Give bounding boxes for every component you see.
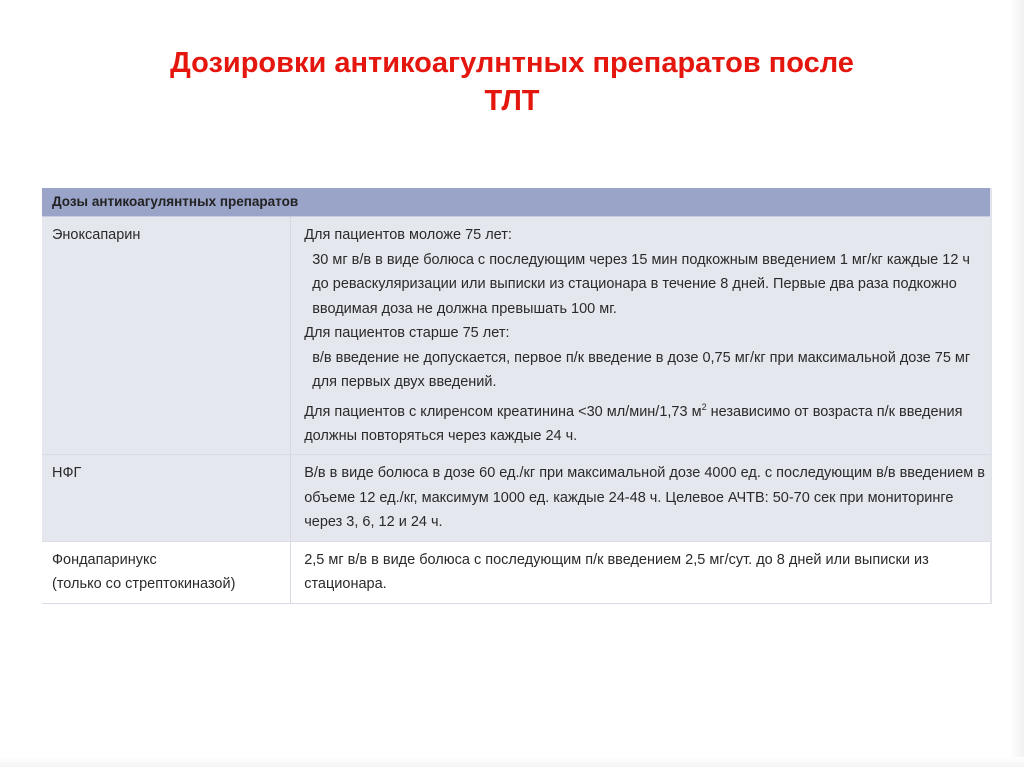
drug-name: НФГ [42, 455, 291, 541]
dosage-description [291, 217, 990, 454]
drug-name: Фондапаринукс [52, 551, 157, 568]
superscript: 2 [701, 401, 707, 412]
table-row-fondaparinux [42, 542, 990, 604]
dosage-description [291, 455, 990, 541]
slide-title-line-1: Дозировки антикоагулнтных препаратов после [170, 47, 854, 79]
table-row-enoxaparin [42, 217, 990, 455]
slide-title-line-2: ТЛТ [484, 85, 540, 117]
slide-edge [1010, 0, 1024, 767]
drug-name-cell [42, 542, 291, 603]
drug-name-note: (только со стрептокиназой) [52, 575, 236, 592]
slide-title [60, 44, 964, 120]
table-row-ufh [42, 455, 990, 542]
slide-edge-bottom [0, 757, 1024, 767]
dosage-text: независимо от возраста п/к введения должны повторяться через каждые 24 ч. [304, 403, 963, 444]
table-header: Дозы антикоагулянтных препаратов [42, 188, 990, 217]
drug-name: Эноксапарин [42, 217, 291, 454]
dosage-paragraph: Для пациентов старше 75 лет: [304, 325, 510, 341]
dosage-paragraph: Для пациентов моложе 75 лет: [304, 227, 512, 243]
dosage-paragraph: в/в введение не допускается, первое п/к введение в дозе 0,75 мг/кг при максимальной дозе 75 мг для первых двух введений. [312, 349, 971, 390]
dosage-table [42, 188, 992, 604]
dosage-paragraph: 2,5 мг в/в в виде болюса с последующим п/к введением 2,5 мг/сут. до 8 дней или выписки из стационара. [304, 551, 929, 593]
dosage-paragraph: 30 мг в/в в виде болюса с последующим через 15 мин подкожным введением 1 мг/кг каждые 12 ч до реваскуляризации или выписки из стационара в течение 8 дней. Первые два раза подкожно вводимая доза не должна превышать 100 мг. [312, 251, 970, 317]
dosage-paragraph: В/в в виде болюса в дозе 60 ед./кг при максимальной дозе 4000 ед. с последующим в/в введением в объеме 12 ед./кг, максимум 1000 ед. каждые 24-48 ч. Целевое АЧТВ: 50-70 сек при мониторинге через 3, 6, 12 и 24 ч. [304, 465, 985, 531]
dosage-text: Для пациентов с клиренсом креатинина <30 мл/мин/1,73 м [304, 403, 702, 420]
dosage-description [291, 542, 990, 603]
dosage-paragraph-creatinine [304, 395, 986, 449]
